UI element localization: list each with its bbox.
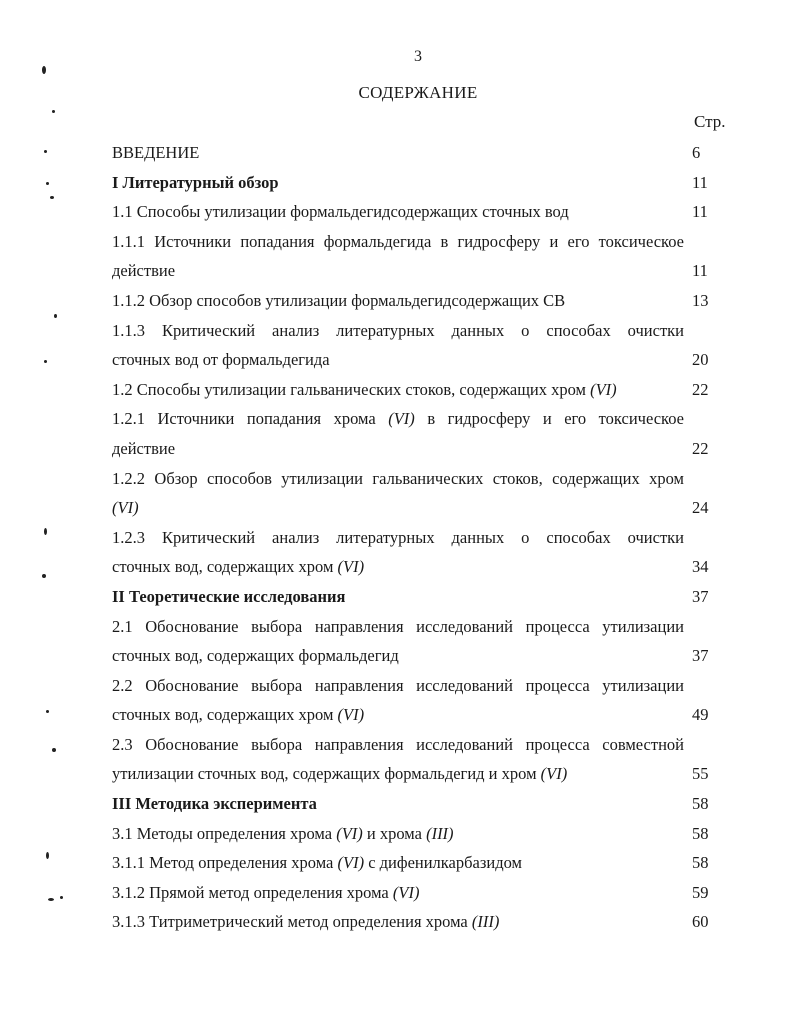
toc-entry-title xyxy=(112,523,684,582)
toc-entry-line: 3.1.2 Прямой метод определения хрома (VI) xyxy=(112,882,420,902)
scan-speck xyxy=(60,896,63,899)
toc-entry-title xyxy=(112,789,684,819)
page-number: 3 xyxy=(414,48,422,65)
scan-speck xyxy=(54,314,57,318)
toc-entry-line: сточных вод, содержащих хром (VI) xyxy=(112,557,365,577)
toc-entry xyxy=(112,138,701,168)
toc-entry-page: 22 xyxy=(692,379,709,399)
scan-speck xyxy=(48,898,54,901)
toc-entry-page: 11 xyxy=(692,172,708,192)
toc-entry-line: 2.1 Обоснование выбора направления исследований процесса утилизации xyxy=(112,616,684,636)
toc-entry xyxy=(112,168,708,198)
toc-entry-title xyxy=(112,316,684,375)
toc-entry-line: 1.1 Способы утилизации формальдегидсодержащих сточных вод xyxy=(112,202,569,222)
toc-entry xyxy=(112,582,709,612)
toc-entry-page: 11 xyxy=(692,202,708,222)
scan-speck xyxy=(42,66,46,74)
toc-entry-page: 60 xyxy=(692,912,709,932)
toc-entry-title xyxy=(112,464,684,523)
scan-speck xyxy=(42,574,46,578)
scan-speck xyxy=(50,196,54,199)
toc-entry xyxy=(112,464,709,523)
toc-entry-line: 2.3 Обоснование выбора направления исследований процесса совместной xyxy=(112,734,684,754)
toc-entry-line: действие xyxy=(112,261,176,281)
scan-speck xyxy=(44,150,47,153)
toc-entry-title xyxy=(112,197,684,227)
toc-entry-title xyxy=(112,819,684,849)
toc-entry xyxy=(112,375,709,405)
toc-entry xyxy=(112,848,709,878)
toc-entry-page: 37 xyxy=(692,586,709,606)
toc-entry-line: II Теоретические исследования xyxy=(112,586,346,606)
toc-entry-line: (VI) xyxy=(112,498,139,518)
toc-entry-title xyxy=(112,582,684,612)
toc-entry xyxy=(112,730,709,789)
scan-speck xyxy=(46,710,49,713)
toc-entry-title xyxy=(112,286,684,316)
toc-entry-line: утилизации сточных вод, содержащих формальдегид и хром (VI) xyxy=(112,764,568,784)
toc-entry-line: 1.2.2 Обзор способов утилизации гальванических стоков, содержащих хром xyxy=(112,468,684,488)
page-column-header: Стр. xyxy=(694,112,726,131)
toc-entry-title xyxy=(112,138,684,168)
toc-entry xyxy=(112,316,709,375)
toc-entries xyxy=(112,138,709,937)
scan-speck xyxy=(44,528,47,535)
toc-entry-line: 2.2 Обоснование выбора направления исследований процесса утилизации xyxy=(112,675,684,695)
toc-entry-title xyxy=(112,375,684,405)
toc-entry-title xyxy=(112,227,684,286)
toc-entry-page: 58 xyxy=(692,794,709,814)
toc-entry xyxy=(112,612,709,671)
toc-entry-title xyxy=(112,848,684,878)
toc-entry-line: 3.1 Методы определения хрома (VI) и хрома (III) xyxy=(112,823,454,843)
toc-entry-line: III Методика эксперимента xyxy=(112,794,317,814)
toc-entry-page: 55 xyxy=(692,764,709,784)
toc-entry-line: ВВЕДЕНИЕ xyxy=(112,143,200,162)
toc-entry-page: 59 xyxy=(692,882,709,902)
toc-entry xyxy=(112,819,709,849)
toc-entry-title xyxy=(112,168,684,198)
toc-entry xyxy=(112,404,709,463)
toc-entry-title xyxy=(112,404,684,463)
toc-entry-line: 1.2 Способы утилизации гальванических стоков, содержащих хром (VI) xyxy=(112,379,617,399)
toc-entry-line: сточных вод, содержащих формальдегид xyxy=(112,646,399,666)
scan-speck xyxy=(52,110,55,113)
toc-entry-page: 34 xyxy=(692,557,709,577)
toc-entry-line: 1.1.2 Обзор способов утилизации формальдегидсодержащих СВ xyxy=(112,290,566,310)
toc-entry xyxy=(112,907,709,937)
scan-speck xyxy=(52,748,56,752)
toc-entry-line: 3.1.1 Метод определения хрома (VI) с дифенилкарбазидом xyxy=(112,853,522,873)
toc-entry-page: 13 xyxy=(692,290,709,310)
toc-entry-page: 58 xyxy=(692,853,709,873)
toc-entry-page: 20 xyxy=(692,350,709,370)
toc-entry-line: сточных вод от формальдегида xyxy=(112,350,330,370)
toc-entry xyxy=(112,197,708,227)
toc-entry-page: 6 xyxy=(692,143,701,162)
toc-entry-page: 58 xyxy=(692,823,709,843)
toc-entry-page: 24 xyxy=(692,498,709,518)
scan-speck xyxy=(46,852,49,859)
toc-entry xyxy=(112,671,709,730)
toc-entry-page: 49 xyxy=(692,705,709,725)
toc-entry-line: 1.1.1 Источники попадания формальдегида в гидросферу и его токсическое xyxy=(112,231,684,251)
toc-entry-line: 3.1.3 Титриметрический метод определения хрома (III) xyxy=(112,912,500,932)
toc-entry-line: 1.2.1 Источники попадания хрома (VI) в гидросферу и его токсическое xyxy=(112,409,684,429)
toc-entry-title xyxy=(112,671,684,730)
toc-entry-line: сточных вод, содержащих хром (VI) xyxy=(112,705,365,725)
toc-entry-line: 1.1.3 Критический анализ литературных данных о способах очистки xyxy=(112,320,684,340)
toc-entry-title xyxy=(112,612,684,671)
toc-entry xyxy=(112,523,709,582)
toc-entry-line: 1.2.3 Критический анализ литературных данных о способах очистки xyxy=(112,527,684,547)
scan-speck xyxy=(44,360,47,363)
toc-entry-line: I Литературный обзор xyxy=(112,172,279,192)
toc-entry-line: действие xyxy=(112,438,176,458)
toc-entry xyxy=(112,227,708,286)
scan-speck xyxy=(46,182,49,185)
toc-entry-page: 22 xyxy=(692,438,709,458)
toc-entry xyxy=(112,789,709,819)
toc-entry-title xyxy=(112,730,684,789)
toc-entry-page: 11 xyxy=(692,261,708,281)
toc-entry-title xyxy=(112,878,684,908)
toc-entry-title xyxy=(112,907,684,937)
toc-entry-page: 37 xyxy=(692,646,709,666)
toc-title: СОДЕРЖАНИЕ xyxy=(358,83,478,102)
toc-entry xyxy=(112,878,709,908)
toc-entry xyxy=(112,286,709,316)
